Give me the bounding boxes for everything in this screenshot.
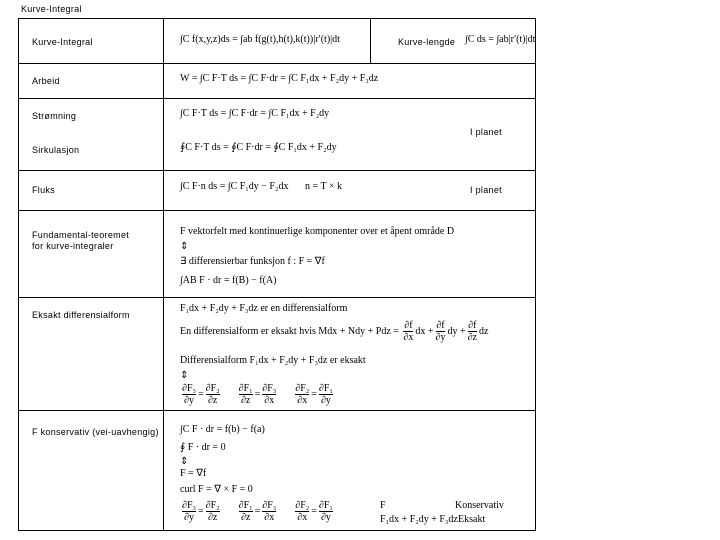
eksakt-line: Differensialform F₁dx + F₂dy + F₃dz er eksakt [180, 355, 366, 366]
label-arbeid: Arbeid [32, 76, 60, 86]
label-kurve-lengde: Kurve-lengde [398, 37, 456, 47]
formula-arbeid: W = ∫C F·T ds = ∫C F·dr = ∫C F₁dx + F₂dy + F₃dz [180, 73, 379, 84]
konservativ-line: ⇕ [180, 456, 189, 467]
formula-kurve-lengde: ∫C ds = ∫ab|r′(t)|dt [465, 34, 536, 45]
label-eksakt: Eksakt differensialform [32, 310, 130, 320]
konservativ-line: ∫C F · dr = f(b) − f(a) [180, 424, 265, 435]
partial-conditions: $\frac{\text{∂F₃}}{\partial y}$ = $\frac{\text{∂F₂}}{\partial z}$ $\frac{\text{∂F₁}}{\partial z}$ = $\frac{\text{∂F₃}}{\partial x}$ $\frac{\text{∂F₂}}{\partial x}$ = $\frac{\text{∂F₁}}{\partial y}$ [182, 500, 333, 523]
formula-fluks: ∫C F·n ds = ∫C F₁dy − F₂dx [180, 181, 289, 192]
formula-stromning: ∫C F·T ds = ∫C F·dr = ∫C F₁dx + F₂dy [180, 108, 330, 119]
label-fundamental: Fundamental-teoremet [32, 230, 130, 240]
note-i-planet: I planet [470, 185, 502, 195]
eksakt-line: En differensialform er eksakt hvis Mdx + Ndy + Pdz = $\frac{\partial f}{\partial x}$ dx + $\frac{\partial f}{\partial y}$ dy + $\frac{\partial f}{\partial z}$ dz [180, 320, 489, 343]
label-fluks: Fluks [32, 185, 56, 195]
label-eksakt-right: Eksakt [458, 514, 486, 525]
partial-conditions: $\frac{\text{∂F₃}}{\partial y}$ = $\frac{\text{∂F₂}}{\partial z}$ $\frac{\text{∂F₁}}{\partial z}$ = $\frac{\text{∂F₃}}{\partial x}$ $\frac{\text{∂F₂}}{\partial x}$ = $\frac{\text{∂F₁}}{\partial y}$ [182, 383, 333, 406]
formula-kurve-integral: ∫C f(x,y,z)ds = ∫ab f(g(t),h(t),k(t))|r′(t)|dt [180, 34, 340, 45]
konservativ-line: curl F = ∇ × F = 0 [180, 484, 253, 495]
note-i-planet: I planet [470, 127, 502, 137]
page-title: Kurve-Integral [21, 4, 82, 14]
fundamental-line: F vektorfelt med kontinuerlige komponenter over et åpent område D [180, 226, 455, 237]
eksakt-text: En differensialform er eksakt hvis Mdx + Ndy + Pdz = [180, 325, 399, 337]
formula-normal: n = T × k [305, 181, 343, 192]
label-sirkulasjon: Sirkulasjon [32, 145, 80, 155]
eksakt-line: ⇕ [180, 370, 189, 381]
label-fundamental-2: for kurve-integraler [32, 241, 114, 251]
label-kurve-integral: Kurve-Integral [32, 37, 93, 47]
eksakt-line: F₁dx + F₂dy + F₃dz er en differensialform [180, 303, 348, 314]
formula-sirkulasjon: ∮C F·T ds = ∮C F·dr = ∮C F₁dx + F₂dy [180, 142, 337, 153]
differential-form: F₁dx + F₂dy + F₃dz [380, 514, 458, 525]
konservativ-line: ∮ F · dr = 0 [180, 442, 226, 453]
vector-f: F [380, 500, 386, 511]
fundamental-line: ∃ differensierbar funksjon f : F = ∇f [180, 256, 325, 267]
fundamental-line: ⇕ [180, 241, 189, 252]
konservativ-line: F = ∇f [180, 468, 207, 479]
label-konservativ-right: Konservativ [455, 500, 504, 511]
label-konservativ: F konservativ (vei-uavhengig) [32, 427, 159, 437]
fundamental-line: ∫AB F · dr = f(B) − f(A) [180, 275, 277, 286]
label-stromning: Strømning [32, 111, 77, 121]
